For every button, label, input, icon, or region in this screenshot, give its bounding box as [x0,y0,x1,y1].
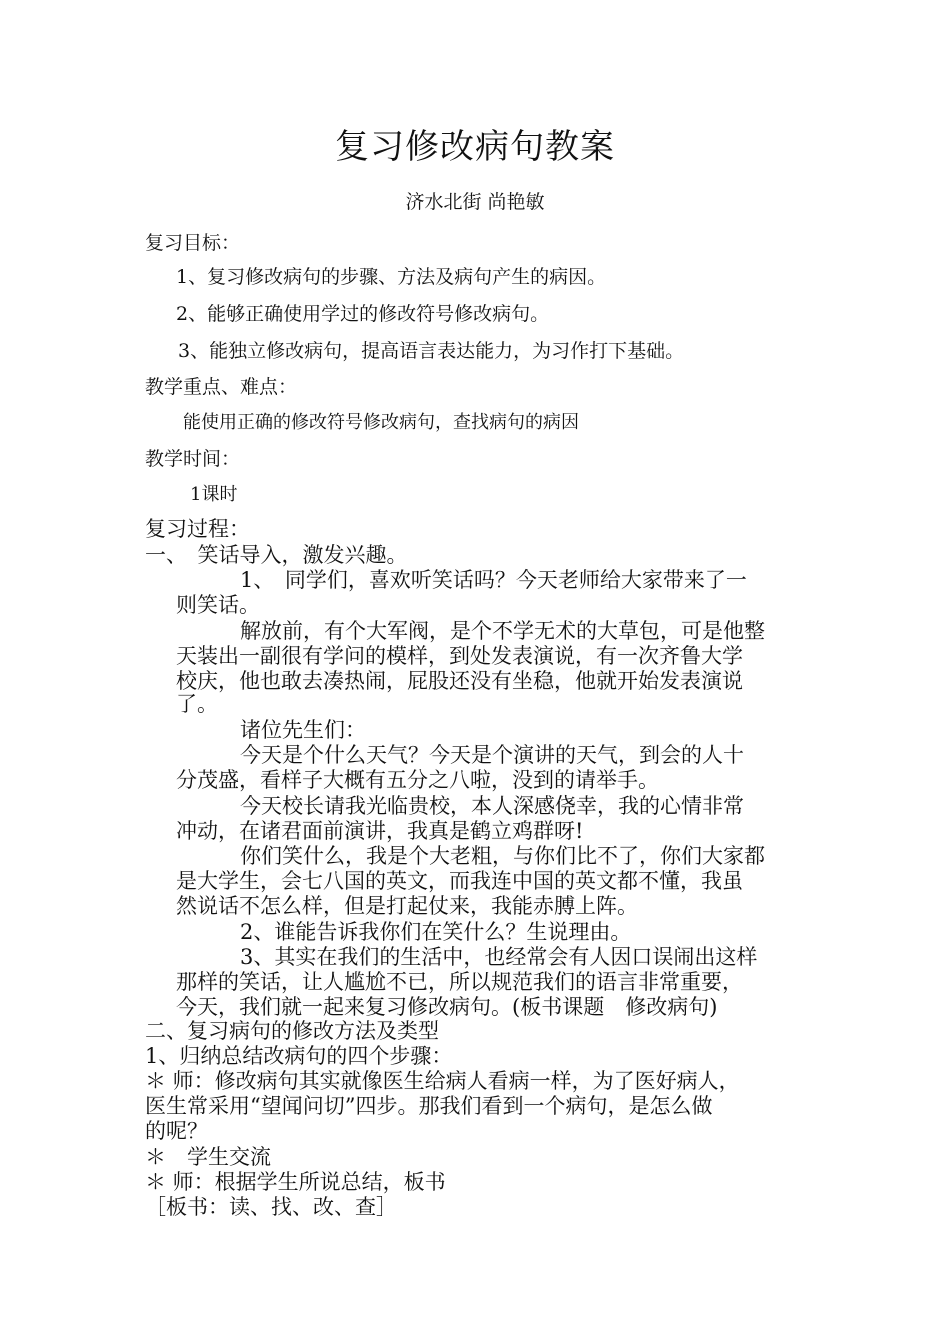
section-one-title: 一、 笑话导入，激发兴趣。 [145,543,408,567]
paragraph-line: 了。 [176,692,218,716]
paragraph-line: 2、谁能告诉我你们在笑什么？生说理由。 [240,920,632,944]
paragraph-line: 1、 同学们，喜欢听笑话吗？今天老师给大家带来了一 [240,568,747,592]
paragraph-line: 今天是个什么天气？今天是个演讲的天气，到会的人十 [240,743,744,767]
paragraph-line: ＊ 学生交流 [145,1145,271,1169]
time-text: 1课时 [190,484,238,505]
paragraph-line: 是大学生，会七八国的英文，而我连中国的英文都不懂，我虽 [176,869,743,893]
paragraph-line: 校庆，他也敢去凑热闹，屁股还没有坐稳，他就开始发表演说 [176,669,743,693]
paragraph-line: ＊ 师：根据学生所说总结，板书 [145,1170,446,1194]
key-points-heading: 教学重点、难点： [145,376,298,398]
section-two-title: 二、复习病句的修改方法及类型 [145,1019,439,1043]
paragraph-line: 冲动，在诸君面前演讲，我真是鹤立鸡群呀! [176,819,584,843]
goal-item: 1、复习修改病句的步骤、方法及病句产生的病因。 [176,266,607,288]
author-line: 济水北街 尚艳敏 [405,191,545,213]
paragraph-line: 你们笑什么，我是个大老粗，与你们比不了，你们大家都 [240,844,765,868]
paragraph-line: 3、其实在我们的生活中，也经常会有人因口误闹出这样 [240,945,758,969]
paragraph-line: 那样的笑话，让人尴尬不已，所以规范我们的语言非常重要， [176,970,743,994]
paragraph-line: 分茂盛，看样子大概有五分之八啦，没到的请举手。 [176,768,659,792]
paragraph-line: 今天校长请我光临贵校，本人深感侥幸，我的心情非常 [240,794,744,818]
paragraph-line: 诸位先生们： [240,718,366,742]
blackboard-note: ［板书：读、找、改、查］ [145,1195,397,1219]
goal-item: 3、能独立修改病句，提高语言表达能力，为习作打下基础。 [178,340,685,362]
paragraph-line: ＊ 师：修改病句其实就像医生给病人看病一样，为了医好病人， [145,1069,740,1093]
paragraph-line: 然说话不怎么样，但是打起仗来，我能赤膊上阵。 [176,894,638,918]
paragraph-line: 医生常采用“望闻问切”四步。那我们看到一个病句，是怎么做 [145,1094,713,1118]
page-title: 复习修改病句教案 [335,127,615,167]
process-heading: 复习过程： [145,517,250,541]
paragraph-line: 今天，我们就一起来复习修改病句。(板书课题 修改病句) [176,995,718,1019]
paragraph-line: 天装出一副很有学问的模样，到处发表演说，有一次齐鲁大学 [176,644,743,668]
goals-heading: 复习目标： [145,232,241,254]
key-points-text: 能使用正确的修改符号修改病句，查找病句的病因 [183,412,579,433]
paragraph-line: 1、归纳总结改病句的四个步骤： [145,1044,453,1068]
time-heading: 教学时间： [145,448,241,470]
goal-item: 2、能够正确使用学过的修改符号修改病句。 [176,303,550,325]
paragraph-line: 则笑话。 [176,593,260,617]
paragraph-line: 的呢？ [145,1119,208,1143]
paragraph-line: 解放前，有个大军阀，是个不学无术的大草包，可是他整 [240,619,765,643]
